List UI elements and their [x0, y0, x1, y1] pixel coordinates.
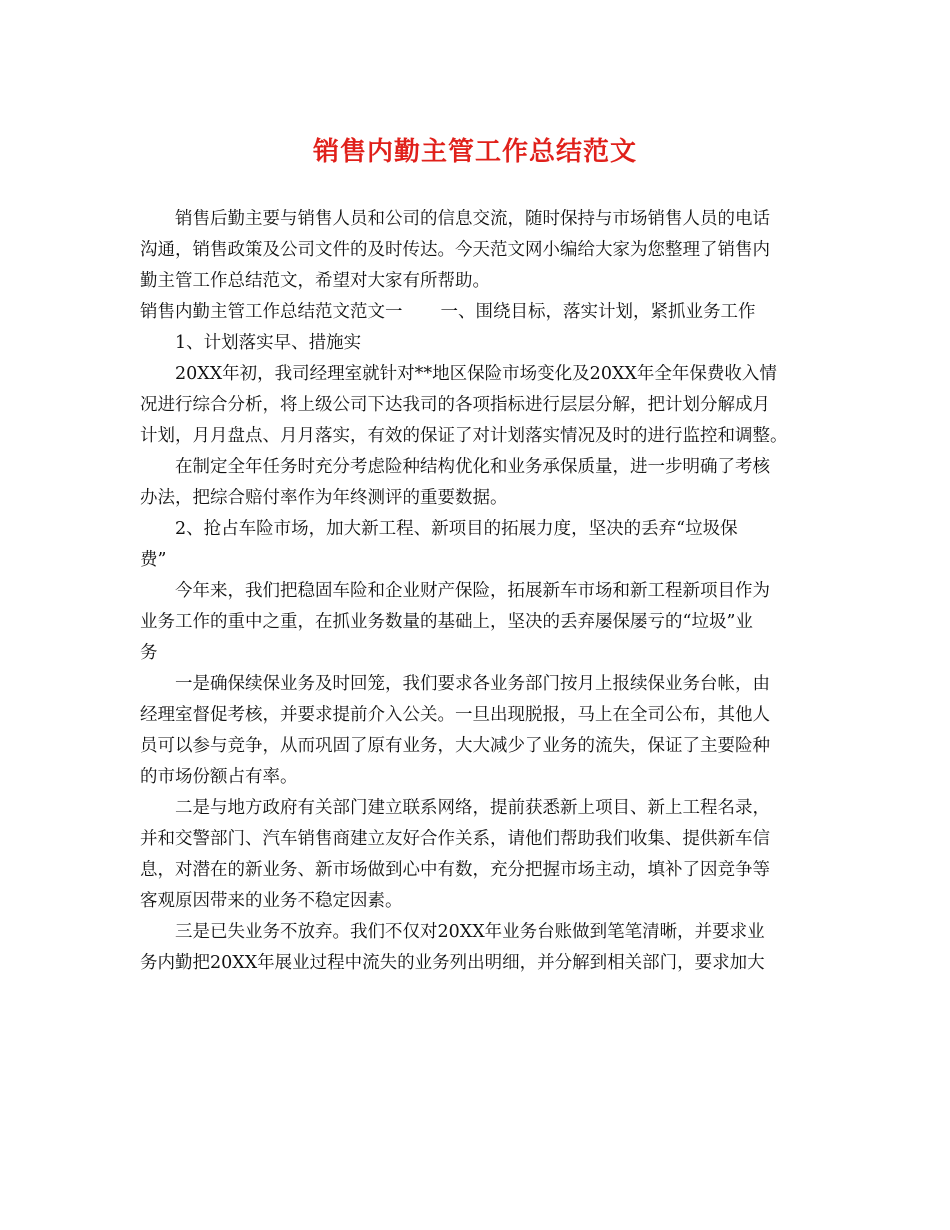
- paragraph-line: 在制定全年任务时充分考虑险种结构优化和业务承保质量，进一步明确了考核: [175, 457, 770, 477]
- paragraph-line: 并和交警部门、汽车销售商建立友好合作关系，请他们帮助我们收集、提供新车信: [140, 829, 770, 849]
- paragraph-line: 办法，把综合赔付率作为年终测评的重要数据。: [140, 488, 508, 508]
- section-heading: 销售内勤主管工作总结范文范文一: [140, 302, 403, 322]
- subheading-line: 2、抢占车险市场，加大新工程、新项目的拓展力度，坚决的丢弃“垃圾保: [175, 519, 738, 539]
- subsection-heading: 一、围绕目标，落实计划，紧抓业务工作: [440, 302, 756, 322]
- paragraph-line: 息，对潜在的新业务、新市场做到心中有数，充分把握市场主动，填补了因竞争等: [140, 860, 770, 880]
- paragraph-line: 的市场份额占有率。: [140, 767, 298, 787]
- paragraph-line: 务: [140, 643, 158, 663]
- paragraph-line: 况进行综合分析，将上级公司下达我司的各项指标进行层层分解，把计划分解成月: [140, 395, 770, 415]
- paragraph-line: 沟通，销售政策及公司文件的及时传达。今天范文网小编给大家为您整理了销售内: [140, 240, 770, 260]
- subheading-line: 费”: [140, 550, 167, 570]
- paragraph-line: 勤主管工作总结范文，希望对大家有所帮助。: [140, 271, 490, 291]
- document-body: [140, 204, 820, 979]
- paragraph-line: 员可以参与竞争，从而巩固了原有业务，大大减少了业务的流失，保证了主要险种: [140, 736, 770, 756]
- subheading-line: 1、计划落实早、措施实: [175, 333, 362, 353]
- paragraph-line: 20XX年初，我司经理室就针对**地区保险市场变化及20XX年全年保费收入情: [175, 364, 777, 384]
- paragraph-line: 今年来，我们把稳固车险和企业财产保险，拓展新车市场和新工程新项目作为: [175, 581, 770, 601]
- paragraph-line: 三是已失业务不放弃。我们不仅对20XX年业务台账做到笔笔清晰，并要求业: [175, 922, 765, 942]
- paragraph-line: 经理室督促考核，并要求提前介入公关。一旦出现脱报，马上在全司公布，其他人: [140, 705, 770, 725]
- paragraph-line: 业务工作的重中之重，在抓业务数量的基础上，坚决的丢弃屡保屡亏的“垃圾”业: [140, 612, 753, 632]
- paragraph-line: 一是确保续保业务及时回笼，我们要求各业务部门按月上报续保业务台帐，由: [175, 674, 770, 694]
- paragraph-line: 销售后勤主要与销售人员和公司的信息交流，随时保持与市场销售人员的电话: [175, 209, 770, 229]
- paragraph-line: 计划，月月盘点、月月落实，有效的保证了对计划落实情况及时的进行监控和调整。: [140, 426, 788, 446]
- paragraph-line: 二是与地方政府有关部门建立联系网络，提前获悉新上项目、新上工程名录，: [175, 798, 770, 818]
- section-heading-line: [140, 297, 820, 328]
- paragraph-line: 务内勤把20XX年展业过程中流失的业务列出明细，并分解到相关部门，要求加大: [140, 953, 765, 973]
- paragraph-line: 客观原因带来的业务不稳定因素。: [140, 891, 403, 911]
- document-title: 销售内勤主管工作总结范文: [312, 137, 637, 167]
